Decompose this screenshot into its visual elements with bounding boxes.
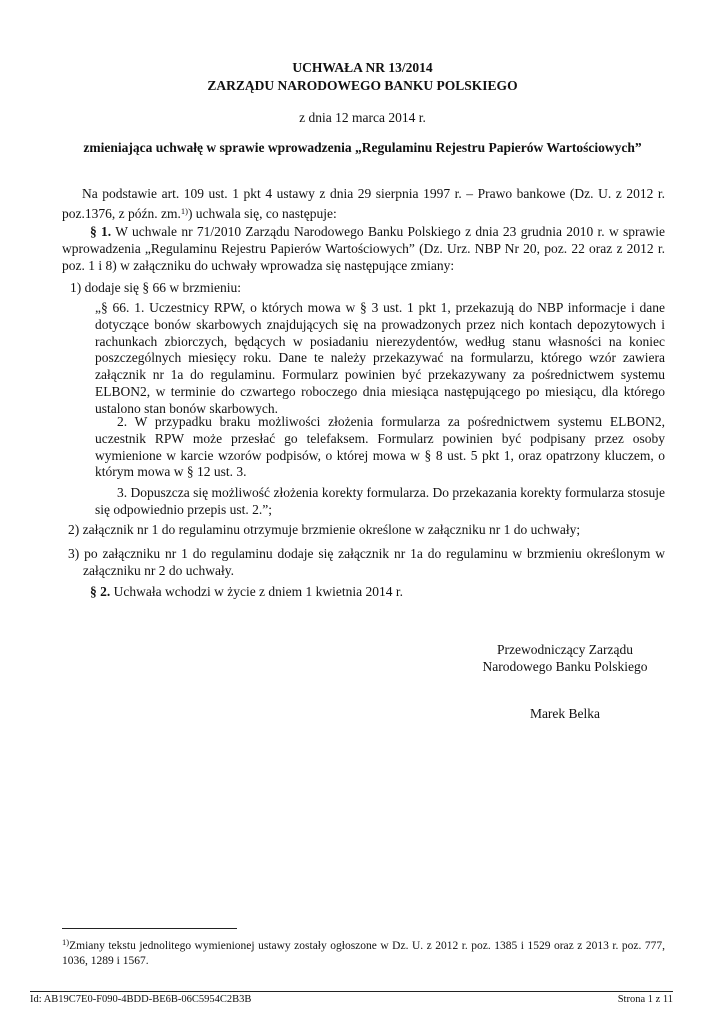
signature-role-line-2: Narodowego Banku Polskiego — [482, 659, 648, 674]
preamble — [62, 186, 665, 223]
footer-divider — [30, 991, 673, 992]
quote-paragraph-1: „§ 66. 1. Uczestnicy RPW, o których mowa w § 3 ust. 1 pkt 1, przekazują do NBP informacje i dane dotyczące bonów skarbowych znajdujących się na prowadzonych przez nich kontach depozytowych i rachunkach zbiorczych, będących w posiadaniu nierezydentów, według stanu własności na koniec poszczególnych miesięcy roku. Dane te należy przekazywać na formularzu, którego wzór zawiera załącznik nr 1a do regulaminu. Formularz powinien być przekazywany za pośrednictwem systemu ELBON2, w terminie do czwartego roboczego dnia miesiąca następującego po miesiącu, dla którego ustalono stan bonów skarbowych. — [95, 300, 665, 416]
section-2-label: § 2. — [90, 584, 111, 599]
list-item-2: 2) załącznik nr 1 do regulaminu otrzymuje brzmienie określone w załączniku nr 1 do uchwały; — [68, 522, 581, 537]
list-item-1: 1) dodaje się § 66 w brzmieniu: — [70, 280, 241, 295]
quote-paragraph-3: 3. Dopuszcza się możliwość złożenia korekty formularza. Do przekazania korekty formularza stosuje się odpowiednio przepis ust. 2.”; — [95, 485, 665, 517]
preamble-text-after: ) uchwala się, co następuje: — [187, 205, 337, 221]
resolution-number: UCHWAŁA NR 13/2014 — [292, 60, 433, 75]
resolution-date: z dnia 12 marca 2014 r. — [299, 110, 426, 125]
section-2-text: Uchwała wchodzi w życie z dniem 1 kwietnia 2014 r. — [113, 584, 404, 599]
issuing-body: ZARZĄDU NARODOWEGO BANKU POLSKIEGO — [207, 78, 518, 93]
section-2 — [62, 584, 665, 601]
footnote-divider — [62, 928, 237, 929]
quote-paragraph-2: 2. W przypadku braku możliwości złożenia formularza za pośrednictwem systemu ELBON2, uczestnik RPW może przesłać go telefaksem. Formularz powinien być podpisany przez osoby wymienione w karcie wzorów podpisów, o której mowa w § 8 ust. 5 pkt 1, oraz opatrzony kluczem, o którym mowa w § 12 ust. 3. — [95, 414, 665, 480]
preamble-text-before: Na podstawie art. 109 ust. 1 pkt 4 ustawy z dnia 29 sierpnia 1997 r. – Prawo bankowe (Dz. U. z 2012 r. poz.1376, z późn. zm. — [62, 186, 665, 221]
footnote — [62, 935, 665, 969]
signature-role-line-1: Przewodniczący Zarządu — [496, 642, 634, 657]
resolution-subject: zmieniająca uchwałę w sprawie wprowadzenia „Regulaminu Rejestru Papierów Wartościowych” — [83, 140, 642, 155]
section-1-label: § 1. — [90, 224, 112, 239]
footnote-marker: 1) — [62, 937, 70, 947]
page-number: Strona 1 z 11 — [617, 994, 673, 1005]
document-id: Id: AB19C7E0-F090-4BDD-BE6B-06C5954C2B3B — [30, 994, 252, 1005]
footnote-text: Zmiany tekstu jednolitego wymienionej ustawy zostały ogłoszone w Dz. U. z 2012 r. poz. 1385 i 1529 oraz z 2013 r. poz. 777, 1036, 1289 i 1567. — [62, 940, 665, 967]
list-item-3: 3) po załączniku nr 1 do regulaminu dodaje się załącznik nr 1a do regulaminu w brzmieniu określonym w załączniku nr 2 do uchwały. — [68, 546, 665, 578]
section-1-text: W uchwale nr 71/2010 Zarządu Narodowego Banku Polskiego z dnia 23 grudnia 2010 r. w sprawie wprowadzenia „Regulaminu Rejestru Papierów Wartościowych” (Dz. Urz. NBP Nr 20, poz. 22 oraz z 2012 r. poz. 1 i 8) w załączniku do uchwały wprowadza się następujące zmiany: — [62, 224, 666, 273]
section-1 — [62, 224, 665, 274]
footnote-ref: 1) — [180, 205, 188, 216]
signatory-name: Marek Belka — [529, 706, 601, 721]
